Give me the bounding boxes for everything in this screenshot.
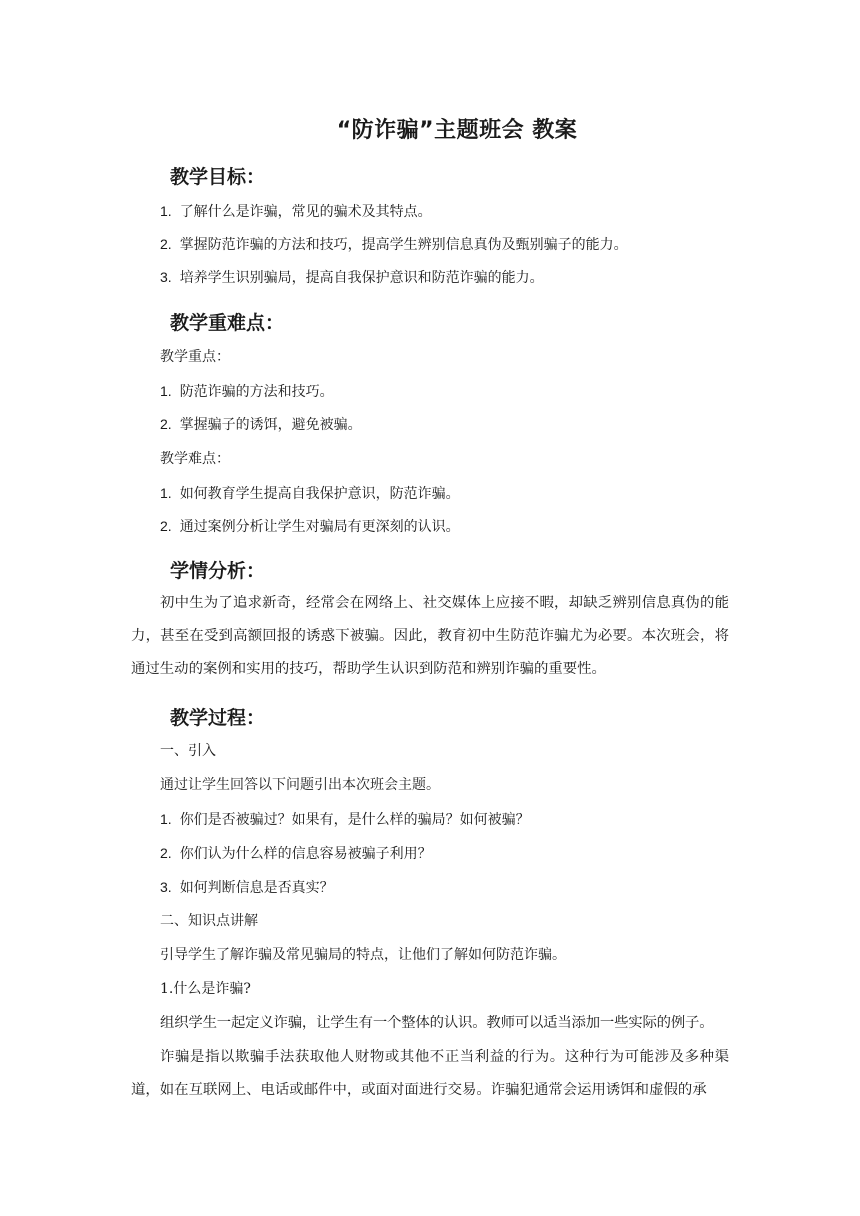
analysis-paragraph: 初中生为了追求新奇，经常会在网络上、社交媒体上应接不暇，却缺乏辨别信息真伪的能力，甚至在受到高额回报的诱惑下被骗。因此，教育初中生防范诈骗尤为必要。本次班会，将通过生动的案例和实用的技巧，帮助学生认识到防范和辨别诈骗的重要性。 [131, 595, 729, 677]
list-item [160, 381, 334, 402]
heading-analysis: 学情分析： [170, 560, 266, 582]
list-item [160, 267, 544, 288]
list-item [160, 877, 334, 898]
list-text: 掌握防范诈骗的方法和技巧，提高学生辨别信息真伪及甄别骗子的能力。 [179, 237, 628, 253]
focus-label: 教学重点： [160, 349, 230, 365]
list-text: 掌握骗子的诱饵，避免被骗。 [179, 417, 362, 433]
list-item [160, 201, 432, 222]
difficulty-label: 教学难点： [160, 451, 230, 467]
heading-objectives: 教学目标： [170, 166, 266, 188]
list-text: 通过案例分析让学生对骗局有更深刻的认识。 [179, 519, 460, 535]
list-number: 3. [160, 879, 172, 895]
list-item [160, 414, 362, 435]
list-text: 防范诈骗的方法和技巧。 [179, 384, 334, 400]
definition-paragraph: 诈骗是指以欺骗手法获取他人财物或其他不正当利益的行为。这种行为可能涉及多种渠道，如在互联网上、电话或邮件中，或面对面进行交易。诈骗犯通常会运用诱饵和虚假的承 [131, 1049, 729, 1098]
list-text: 了解什么是诈骗，常见的骗术及其特点。 [179, 204, 432, 220]
list-number: 2. [160, 236, 172, 252]
list-item [160, 234, 628, 255]
list-text: 你们是否被骗过？如果有，是什么样的骗局？如何被骗？ [179, 812, 530, 828]
section-heading: 一、引入 [160, 743, 216, 759]
list-number: 1. [160, 203, 172, 219]
list-text: 你们认为什么样的信息容易被骗子利用？ [179, 846, 432, 862]
list-number: 1. [160, 811, 172, 827]
list-number: 1. [160, 383, 172, 399]
list-number: 2. [160, 845, 172, 861]
guide-text: 引导学生了解诈骗及常见骗局的特点，让他们了解如何防范诈骗。 [160, 947, 566, 963]
heading-key-points: 教学重难点： [170, 312, 285, 334]
list-item [160, 483, 460, 504]
list-number: 2. [160, 518, 172, 534]
list-number: 1. [160, 485, 172, 501]
section-heading: 二、知识点讲解 [160, 913, 258, 929]
list-text: 培养学生识别骗局，提高自我保护意识和防范诈骗的能力。 [179, 270, 544, 286]
list-item [160, 843, 432, 864]
intro-text: 通过让学生回答以下问题引出本次班会主题。 [160, 777, 440, 793]
list-text: 如何判断信息是否真实？ [179, 880, 334, 896]
list-item [160, 809, 530, 830]
heading-process: 教学过程： [170, 707, 266, 729]
list-text: 如何教育学生提高自我保护意识，防范诈骗。 [179, 486, 460, 502]
document-title: “防诈骗”主题班会 教案 [336, 118, 578, 143]
define-text: 组织学生一起定义诈骗，让学生有一个整体的认识。教师可以适当添加一些实际的例子。 [160, 1015, 714, 1031]
list-number: 2. [160, 416, 172, 432]
list-item [160, 516, 460, 537]
subheading: 1.什么是诈骗? [160, 981, 251, 997]
list-number: 3. [160, 269, 172, 285]
